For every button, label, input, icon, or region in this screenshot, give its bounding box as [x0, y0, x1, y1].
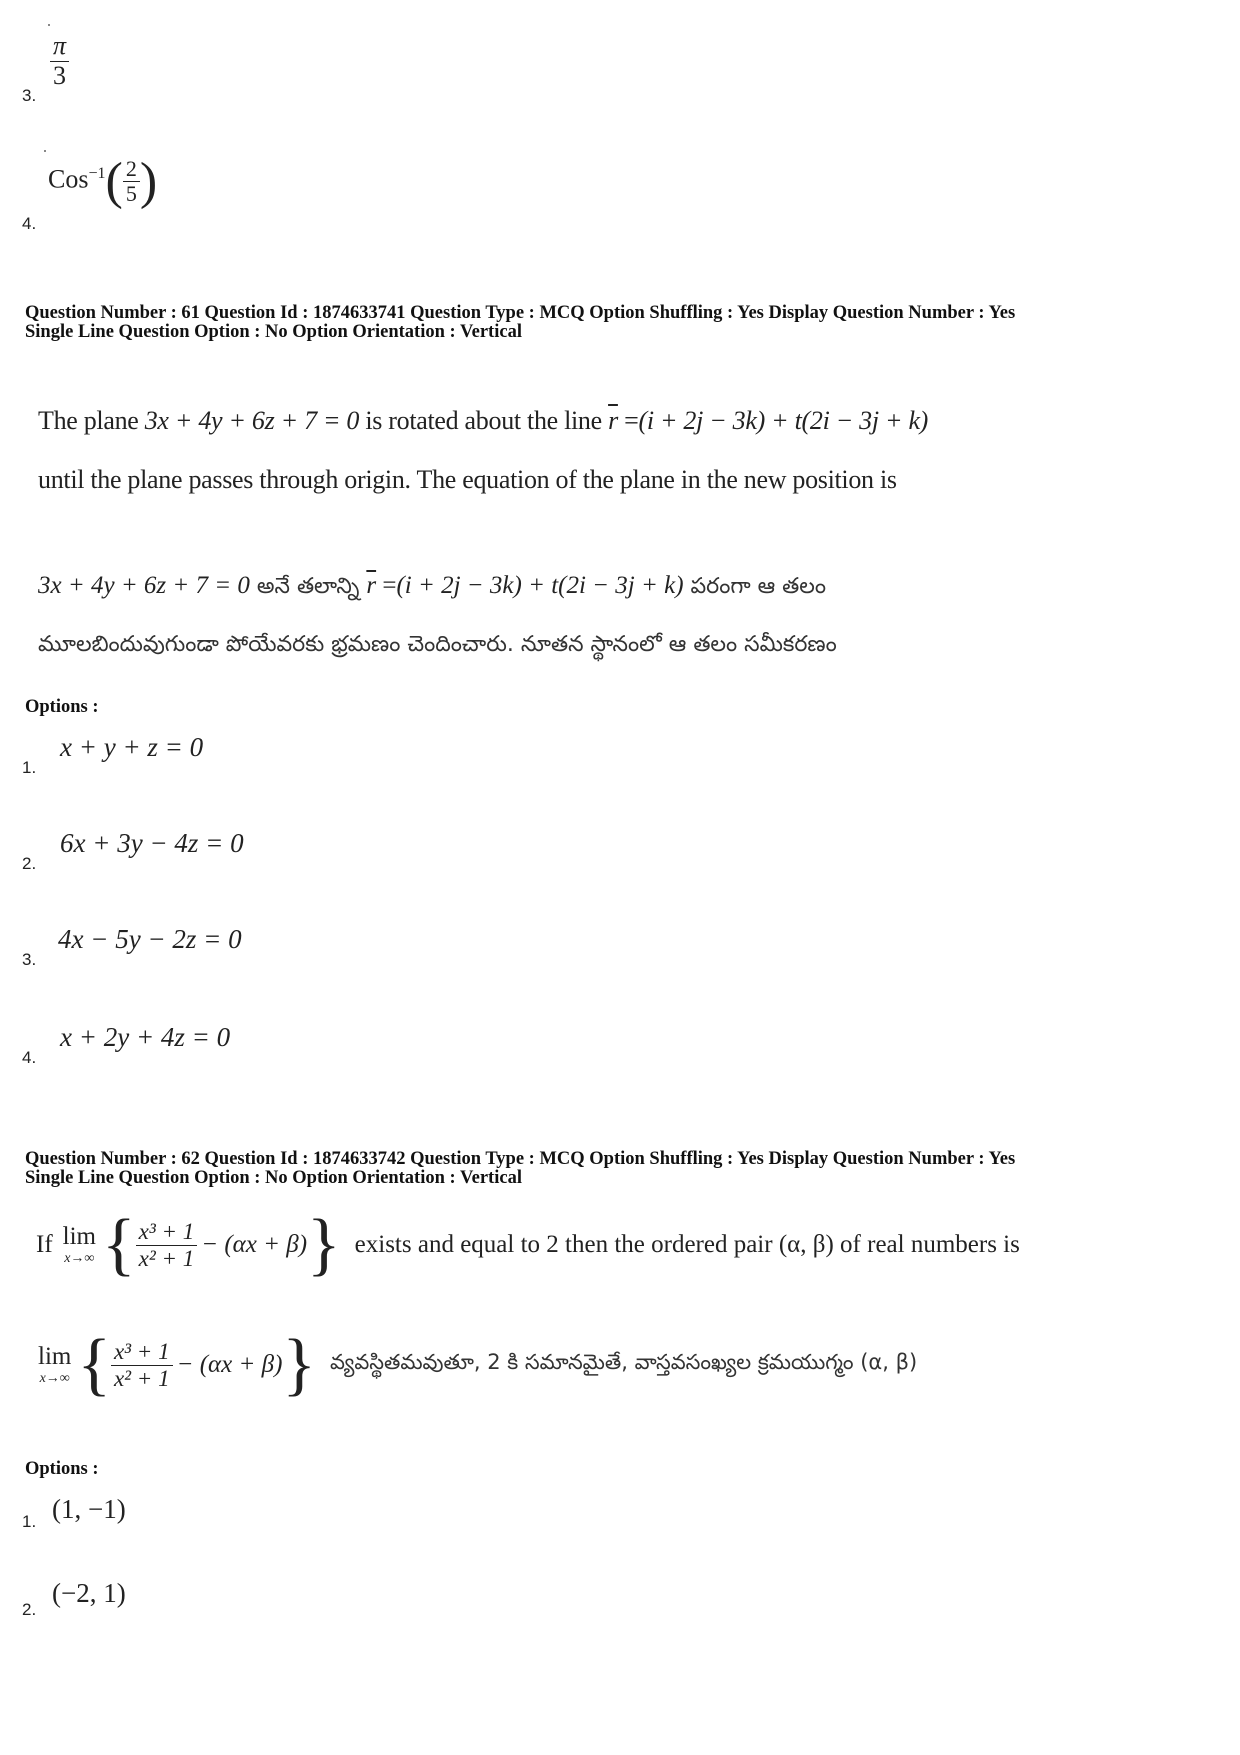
- prev-option-4-numerator: 2: [123, 157, 140, 182]
- q61-te-plane-equation: 3x + 4y + 6z + 7 = 0: [38, 572, 250, 599]
- prev-option-3-denominator: 3: [53, 60, 67, 90]
- prev-option-4-sup: −1: [88, 164, 106, 182]
- prev-option-3-numerator: π: [50, 32, 69, 62]
- prev-option-4-func: Cos: [48, 164, 89, 194]
- prev-option-4-number: 4.: [22, 214, 37, 233]
- q62-limit: [63, 1223, 96, 1267]
- q61-option-4-text[interactable]: x + 2y + 4z = 0: [60, 1022, 231, 1052]
- q61-option-1-number: 1.: [22, 758, 37, 777]
- q61-meta-line1: Question Number : 61 Question Id : 1874633741 Question Type : MCQ Option Shuffling : Yes Display Question Number : Yes: [25, 303, 1016, 323]
- q62-te-limit: [38, 1343, 71, 1387]
- q61-en-prefix: The plane: [38, 406, 139, 435]
- q62-meta-line2: Single Line Question Option : No Option Orientation : Vertical: [25, 1168, 522, 1188]
- q62-en-suffix: exists and equal to 2 then the ordered pair (α, β) of real numbers is: [354, 1231, 1020, 1258]
- q61-te-word1: అనే తలాన్ని: [256, 574, 360, 599]
- q61-option-3-number: 3.: [22, 950, 37, 969]
- q61-te-word2: పరంగా ఆ తలం: [690, 574, 827, 599]
- q61-line-equation: (i + 2j − 3k) + t(2i − 3j + k): [638, 406, 929, 435]
- q61-telugu-line1: 3x + 4y + 6z + 7 = 0 అనే తలాన్ని $\overline{r} =(i + 2j - 3k) + t(2i - 3j + k)$ పరంగా ఆ తలం: [38, 572, 827, 599]
- q62-te-frac-numerator: x³ + 1: [111, 1339, 173, 1365]
- q61-options-label: Options :: [25, 697, 99, 717]
- q61-telugu-line2: మూలబిందువుగుండా పోయేవరకు భ్రమణం చెందించారు. నూతన స్థానంలో ఆ తలం సమీకరణం: [38, 632, 837, 657]
- q61-option-1-text[interactable]: x + y + z = 0: [60, 732, 204, 762]
- q62-telugu-statement: lim x→∞ { $\frac{\text{x³ + 1}}{\text{x² + 1}}$ − (αx + β) } వ్యవస్థితమవుతూ, 2 కి సమానమైతే, వాస్తవసంఖ్యల క్రమయుగ్మం (α, β): [38, 1326, 918, 1403]
- q61-line-r: $\overline{r}$: [608, 406, 618, 435]
- q61-plane-equation: 3x + 4y + 6z + 7 = 0: [144, 406, 360, 435]
- q61-option-2-number: 2.: [22, 854, 37, 873]
- q62-te-frac-tail: − (αx + β): [176, 1351, 283, 1378]
- q61-option-4-number: 4.: [22, 1048, 37, 1067]
- q61-english-line1: The plane 3x + 4y + 6z + 7 = 0 is rotated about the line $\overline{r} =(i + 2j - 3k) + t(2i - 3j + k)$: [38, 406, 929, 435]
- q62-te-lim-sub: x→∞: [39, 1371, 70, 1386]
- q61-option-3-text[interactable]: 4x − 5y − 2z = 0: [58, 924, 242, 954]
- prev-option-4-expression: Cos$^{-1}$( $\frac{2}{5}$ ): [48, 153, 158, 210]
- q62-te-suffix: వ్యవస్థితమవుతూ, 2 కి సమానమైతే, వాస్తవసంఖ్యల క్రమయుగ్మం (α, β): [330, 1350, 918, 1374]
- q62-options-label: Options :: [25, 1459, 99, 1479]
- q62-option-1-text[interactable]: (1, −1): [52, 1494, 126, 1524]
- q61-te-line-equation: (i + 2j − 3k) + t(2i − 3j + k): [396, 572, 684, 599]
- q62-meta-line1: Question Number : 62 Question Id : 1874633742 Question Type : MCQ Option Shuffling : Yes Display Question Number : Yes: [25, 1149, 1016, 1169]
- q62-te-lim-word: lim: [38, 1343, 72, 1370]
- q61-en-mid: is rotated about the line: [365, 406, 602, 435]
- q61-option-2-text[interactable]: 6x + 3y − 4z = 0: [60, 828, 244, 858]
- q62-option-2-text[interactable]: (−2, 1): [52, 1578, 126, 1608]
- prev-option-3-fraction: [50, 32, 69, 90]
- q62-option-1-number: 1.: [22, 1512, 37, 1531]
- q61-meta-line2: Single Line Question Option : No Option Orientation : Vertical: [25, 322, 522, 342]
- q62-frac-tail: − (αx + β): [201, 1231, 308, 1258]
- q62-te-frac-denominator: x² + 1: [113, 1365, 170, 1391]
- q62-lim-sub: x→∞: [64, 1251, 95, 1266]
- q62-en-prefix: If: [36, 1231, 53, 1258]
- q61-te-line-r: $\overline{r}$: [366, 572, 377, 599]
- q62-lim-word: lim: [62, 1223, 96, 1250]
- prev-option-4-denominator: 5: [125, 181, 137, 206]
- q61-english-line2: until the plane passes through origin. The equation of the plane in the new position is: [38, 465, 897, 494]
- prev-option-3-number: 3.: [22, 86, 37, 105]
- q62-english-statement: If lim x→∞ { $\frac{\text{x³ + 1}}{\text{x² + 1}}$ − (αx + β) } exists and equal to 2 then the ordered pair (α, β) of real numbers is: [36, 1206, 1020, 1283]
- q62-frac-numerator: x³ + 1: [136, 1219, 198, 1245]
- q62-option-2-number: 2.: [22, 1600, 37, 1619]
- q62-frac-denominator: x² + 1: [138, 1245, 195, 1271]
